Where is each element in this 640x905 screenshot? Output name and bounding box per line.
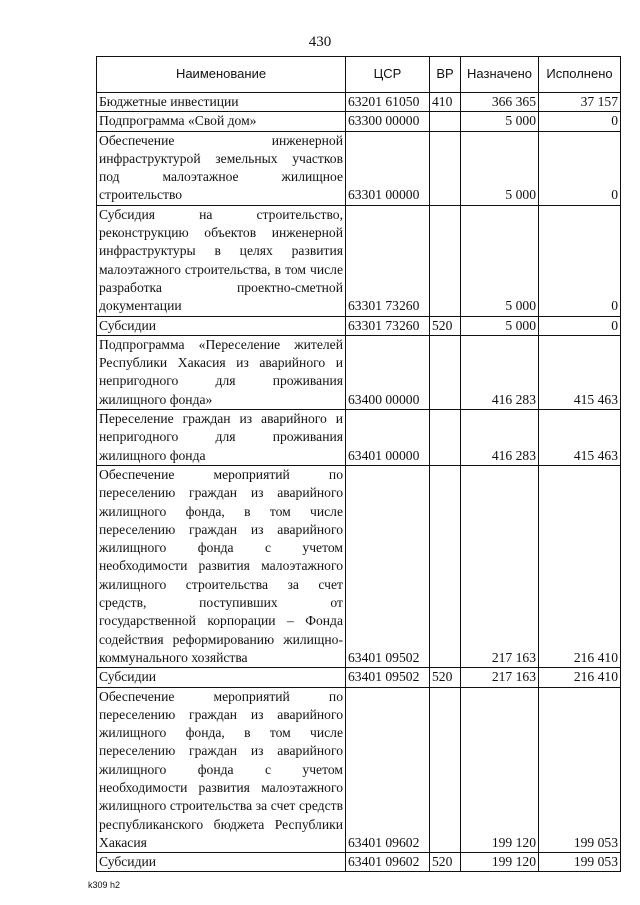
table-header-row (97, 57, 621, 93)
row-executed: 0 (539, 205, 621, 316)
row-executed: 0 (539, 131, 621, 205)
header-executed: Исполнено (539, 57, 621, 93)
row-assigned: 416 283 (461, 335, 539, 409)
row-name: Переселение граждан из аварийного и непригодного для проживания жилищного фонда (97, 410, 346, 466)
page-number: 430 (308, 34, 332, 50)
row-executed: 415 463 (539, 335, 621, 409)
row-executed: 199 053 (539, 853, 621, 872)
header-csr: ЦСР (346, 57, 430, 93)
row-assigned: 217 163 (461, 668, 539, 687)
row-vr: 410 (430, 93, 461, 112)
row-csr: 63301 00000 (346, 131, 430, 205)
row-csr: 63401 09602 (346, 853, 430, 872)
table-row (97, 316, 621, 335)
table-row (97, 853, 621, 872)
row-csr: 63401 09502 (346, 465, 430, 667)
row-name: Субсидии (97, 668, 346, 687)
row-assigned: 366 365 (461, 93, 539, 112)
table-row (97, 687, 621, 853)
row-executed: 216 410 (539, 465, 621, 667)
table-row (97, 335, 621, 409)
row-executed: 0 (539, 112, 621, 131)
row-vr (430, 131, 461, 205)
row-name: Подпрограмма «Переселение жителей Республики Хакасия из аварийного и непригодного для проживания жилищного фонда» (97, 335, 346, 409)
row-name: Обеспечение мероприятий по переселению граждан из аварийного жилищного фонда, в том числе переселению граждан из аварийного жилищного фонда с учетом необходимости развития малоэтажного жилищного строительства за счет средств республиканского бюджета Республики Хакасия (97, 687, 346, 853)
row-csr: 63401 09502 (346, 668, 430, 687)
row-assigned: 5 000 (461, 205, 539, 316)
row-assigned: 5 000 (461, 112, 539, 131)
table-row (97, 112, 621, 131)
footer-code: k309 h2 (88, 880, 121, 890)
table-row (97, 93, 621, 112)
row-vr (430, 335, 461, 409)
row-assigned: 199 120 (461, 853, 539, 872)
table-row (97, 131, 621, 205)
row-executed: 216 410 (539, 668, 621, 687)
row-assigned: 416 283 (461, 410, 539, 466)
row-name: Субсидии (97, 853, 346, 872)
row-executed: 37 157 (539, 93, 621, 112)
row-assigned: 5 000 (461, 131, 539, 205)
row-vr (430, 465, 461, 667)
row-csr: 63301 73260 (346, 316, 430, 335)
row-csr: 63300 00000 (346, 112, 430, 131)
row-name: Обеспечение инженерной инфраструктурой земельных участков под малоэтажное жилищное строительство (97, 131, 346, 205)
header-assigned: Назначено (461, 57, 539, 93)
row-vr (430, 410, 461, 466)
row-executed: 415 463 (539, 410, 621, 466)
row-executed: 199 053 (539, 687, 621, 853)
header-vr: ВР (430, 57, 461, 93)
row-csr: 63401 09602 (346, 687, 430, 853)
row-vr: 520 (430, 668, 461, 687)
row-vr (430, 112, 461, 131)
row-assigned: 5 000 (461, 316, 539, 335)
row-csr: 63400 00000 (346, 335, 430, 409)
budget-table (96, 56, 621, 872)
table-row (97, 465, 621, 667)
table-row (97, 205, 621, 316)
row-assigned: 199 120 (461, 687, 539, 853)
table-row (97, 668, 621, 687)
row-assigned: 217 163 (461, 465, 539, 667)
row-csr: 63401 00000 (346, 410, 430, 466)
row-vr: 520 (430, 316, 461, 335)
row-vr (430, 687, 461, 853)
row-executed: 0 (539, 316, 621, 335)
row-vr: 520 (430, 853, 461, 872)
row-name: Субсидия на строительство, реконструкцию объектов инженерной инфраструктуры в целях развития малоэтажного строительства, в том числе разработка проектно-сметной документации (97, 205, 346, 316)
row-csr: 63301 73260 (346, 205, 430, 316)
row-csr: 63201 61050 (346, 93, 430, 112)
row-name: Субсидии (97, 316, 346, 335)
row-vr (430, 205, 461, 316)
row-name: Подпрограмма «Свой дом» (97, 112, 346, 131)
row-name: Бюджетные инвестиции (97, 93, 346, 112)
table-row (97, 410, 621, 466)
header-name: Наименование (97, 57, 346, 93)
row-name: Обеспечение мероприятий по переселению граждан из аварийного жилищного фонда, в том числе переселению граждан из аварийного жилищного фонда с учетом необходимости развития малоэтажного жилищного строительства за счет средств, поступивших от государственной корпорации – Фонда содействия реформированию жилищно-коммунального хозяйства (97, 465, 346, 667)
